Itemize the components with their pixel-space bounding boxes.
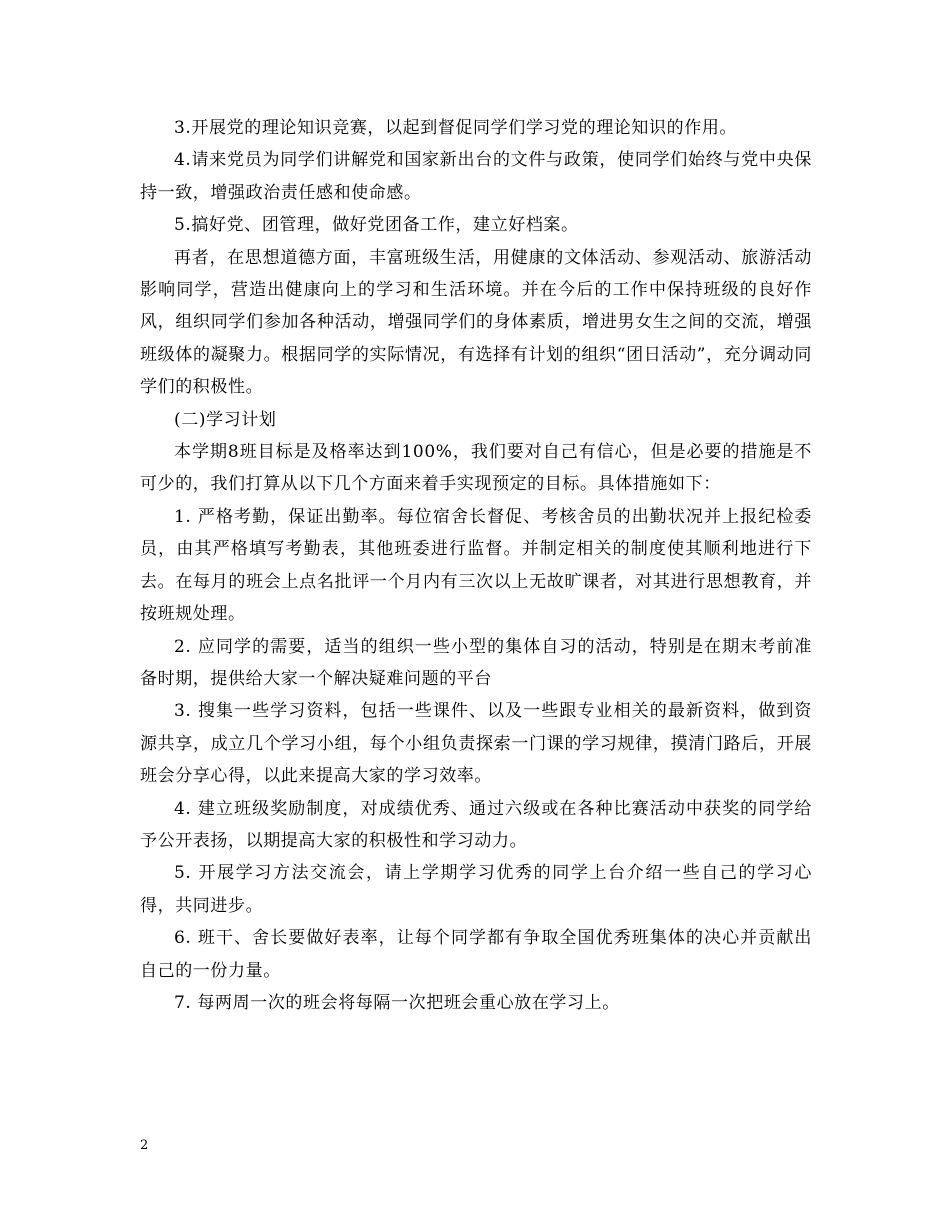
page-number: 2 <box>140 1138 149 1153</box>
section-heading-study-plan: (二)学习计划 <box>174 409 277 430</box>
paragraph-measure-attendance: 1. 严格考勤，保证出勤率。每位宿舍长督促、考核舍员的出勤状况并上报纪检委员，由其严格填写考勤表，其他班委进行监督。并制定相关的制度使其顺利地进行下去。在每月的班会上点名批评一个月内有三次以上无故旷课者，对其进行思想教育，并按班规处理。 <box>140 506 812 625</box>
paragraph-measure-method-exchange: 5. 开展学习方法交流会，请上学期学习优秀的同学上台介绍一些自己的学习心得，共同进步。 <box>140 863 812 916</box>
paragraph-measure-reward-system: 4. 建立班级奖励制度，对成绩优秀、通过六级或在各种比赛活动中获奖的同学给予公开表扬，以期提高大家的积极性和学习动力。 <box>140 798 812 851</box>
paragraph-moral-education: 再者，在思想道德方面，丰富班级生活，用健康的文体活动、参观活动、旅游活动影响同学，营造出健康向上的学习和生活环境。并在今后的工作中保持班级的良好作风，组织同学们参加各种活动，增强同学们的身体素质，增进男女生之间的交流，增强班级体的凝聚力。根据同学的实际情况，有选择有计划的组织“团日活动”，充分调动同学们的积极性。 <box>140 247 812 398</box>
paragraph-measure-class-meeting: 7. 每两周一次的班会将每隔一次把班会重心放在学习上。 <box>174 992 620 1013</box>
paragraph-study-goal: 本学期8班目标是及格率达到100%，我们要对自己有信心，但是必要的措施是不可少的，我们打算从以下几个方面来着手实现预定的目标。具体措施如下： <box>140 442 812 495</box>
paragraph-party-knowledge-contest: 3.开展党的理论知识竞赛，以起到督促同学们学习党的理论知识的作用。 <box>174 118 738 138</box>
paragraph-measure-group-study: 2. 应同学的需要，适当的组织一些小型的集体自习的活动，特别是在期末考前准备时期，提供给大家一个解决疑难问题的平台 <box>140 636 812 689</box>
document-body <box>140 112 812 1019</box>
paragraph-measure-leaders-example: 6. 班干、舍长要做好表率，让每个同学都有争取全国优秀班集体的决心并贡献出自己的一份力量。 <box>140 928 812 981</box>
paragraph-measure-resource-sharing: 3. 搜集一些学习资料，包括一些课件、以及一些跟专业相关的最新资料，做到资源共享，成立几个学习小组，每个小组负责探索一门课的学习规律，摸清门路后，开展班会分享心得，以此来提高大家的学习效率。 <box>140 701 812 787</box>
paragraph-party-policy-lecture: 4.请来党员为同学们讲解党和国家新出台的文件与政策，使同学们始终与党中央保持一致，增强政治责任感和使命感。 <box>140 150 812 203</box>
paragraph-party-league-management: 5.搞好党、团管理，做好党团备工作，建立好档案。 <box>174 215 579 236</box>
